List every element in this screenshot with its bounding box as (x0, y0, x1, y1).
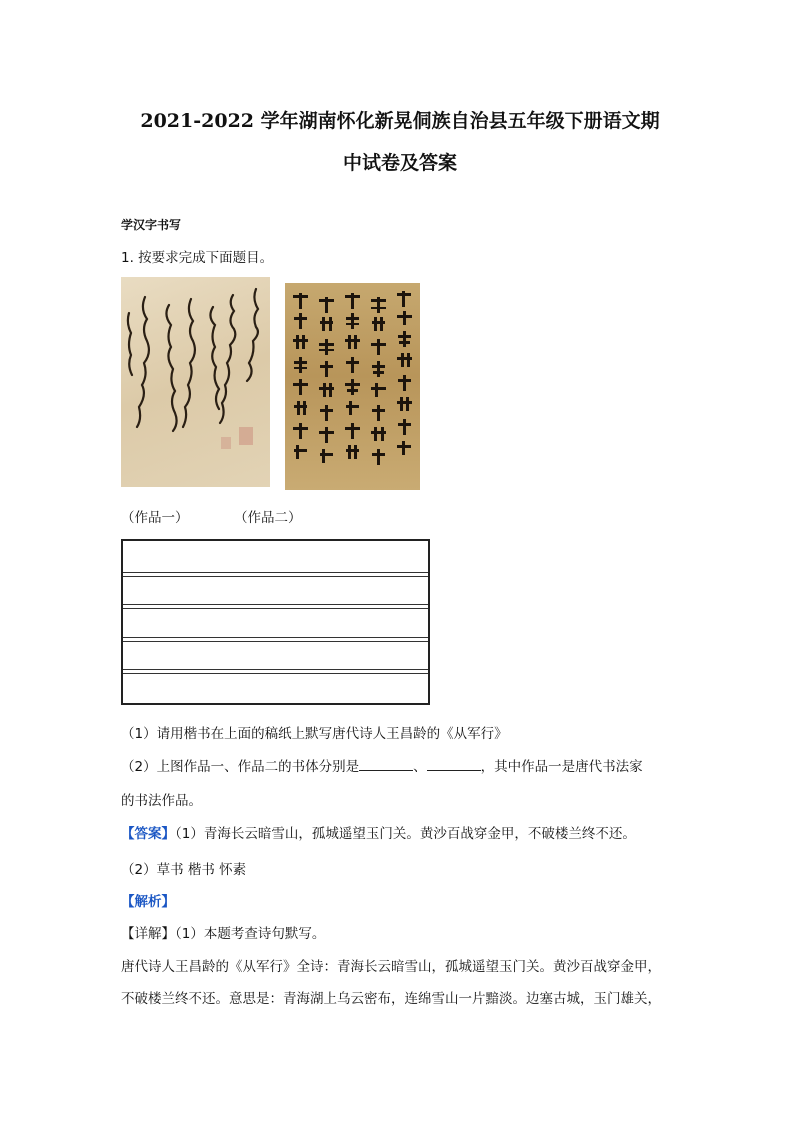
document-title-line-1: 2021-2022 学年湖南怀化新晃侗族自治县五年级下册语文期 (140, 110, 660, 132)
sub-question-2-prefix: （2）上图作品一、作品二的书体分别是 (121, 759, 360, 775)
caption-work-1: （作品一） (121, 510, 189, 526)
answer-line-2: （2）草书 楷书 怀素 (121, 862, 247, 878)
detail-label: 【详解】 (121, 926, 175, 942)
calligraphy-work-1-image (121, 277, 270, 487)
detail-line-1 (121, 922, 325, 942)
analysis-label: 【解析】 (121, 894, 175, 910)
grid-line (123, 572, 428, 573)
sub-question-2-line-2: 的书法作品。 (121, 793, 202, 809)
question-text: 1. 按要求完成下面题目。 (121, 250, 274, 266)
section-heading: 学汉字书写 (121, 218, 182, 232)
document-title-line-2: 中试卷及答案 (342, 152, 457, 174)
answer-line-1 (121, 822, 636, 842)
answer-label: 【答案】 (121, 826, 175, 842)
answer-blank-1[interactable] (359, 758, 413, 771)
sub-question-2-sep: 、 (413, 759, 427, 775)
answer-text-1: （1）青海长云暗雪山，孤城遥望玉门关。黄沙百战穿金甲，不破楼兰终不还。 (175, 826, 636, 842)
grid-line (123, 608, 428, 609)
caption-work-2: （作品二） (234, 510, 302, 526)
writing-grid[interactable] (121, 539, 430, 705)
grid-line (123, 673, 428, 674)
answer-blank-2[interactable] (427, 758, 481, 771)
detail-text-1: （1）本题考查诗句默写。 (175, 926, 326, 942)
sub-question-2 (121, 755, 643, 775)
grid-line (123, 637, 428, 638)
grid-line (123, 576, 428, 577)
grid-line (123, 669, 428, 670)
detail-line-2: 唐代诗人王昌龄的《从军行》全诗：青海长云暗雪山，孤城遥望玉门关。黄沙百战穿金甲， (121, 959, 661, 975)
grid-line (123, 604, 428, 605)
sub-question-1: （1）请用楷书在上面的稿纸上默写唐代诗人王昌龄的《从军行》 (121, 726, 508, 742)
sub-question-2-suffix: ，其中作品一是唐代书法家 (480, 759, 643, 775)
detail-line-3: 不破楼兰终不还。意思是：青海湖上乌云密布，连绵雪山一片黯淡。边塞古城，玉门雄关， (121, 991, 661, 1007)
grid-line (123, 641, 428, 642)
calligraphy-work-2-image (285, 283, 420, 490)
